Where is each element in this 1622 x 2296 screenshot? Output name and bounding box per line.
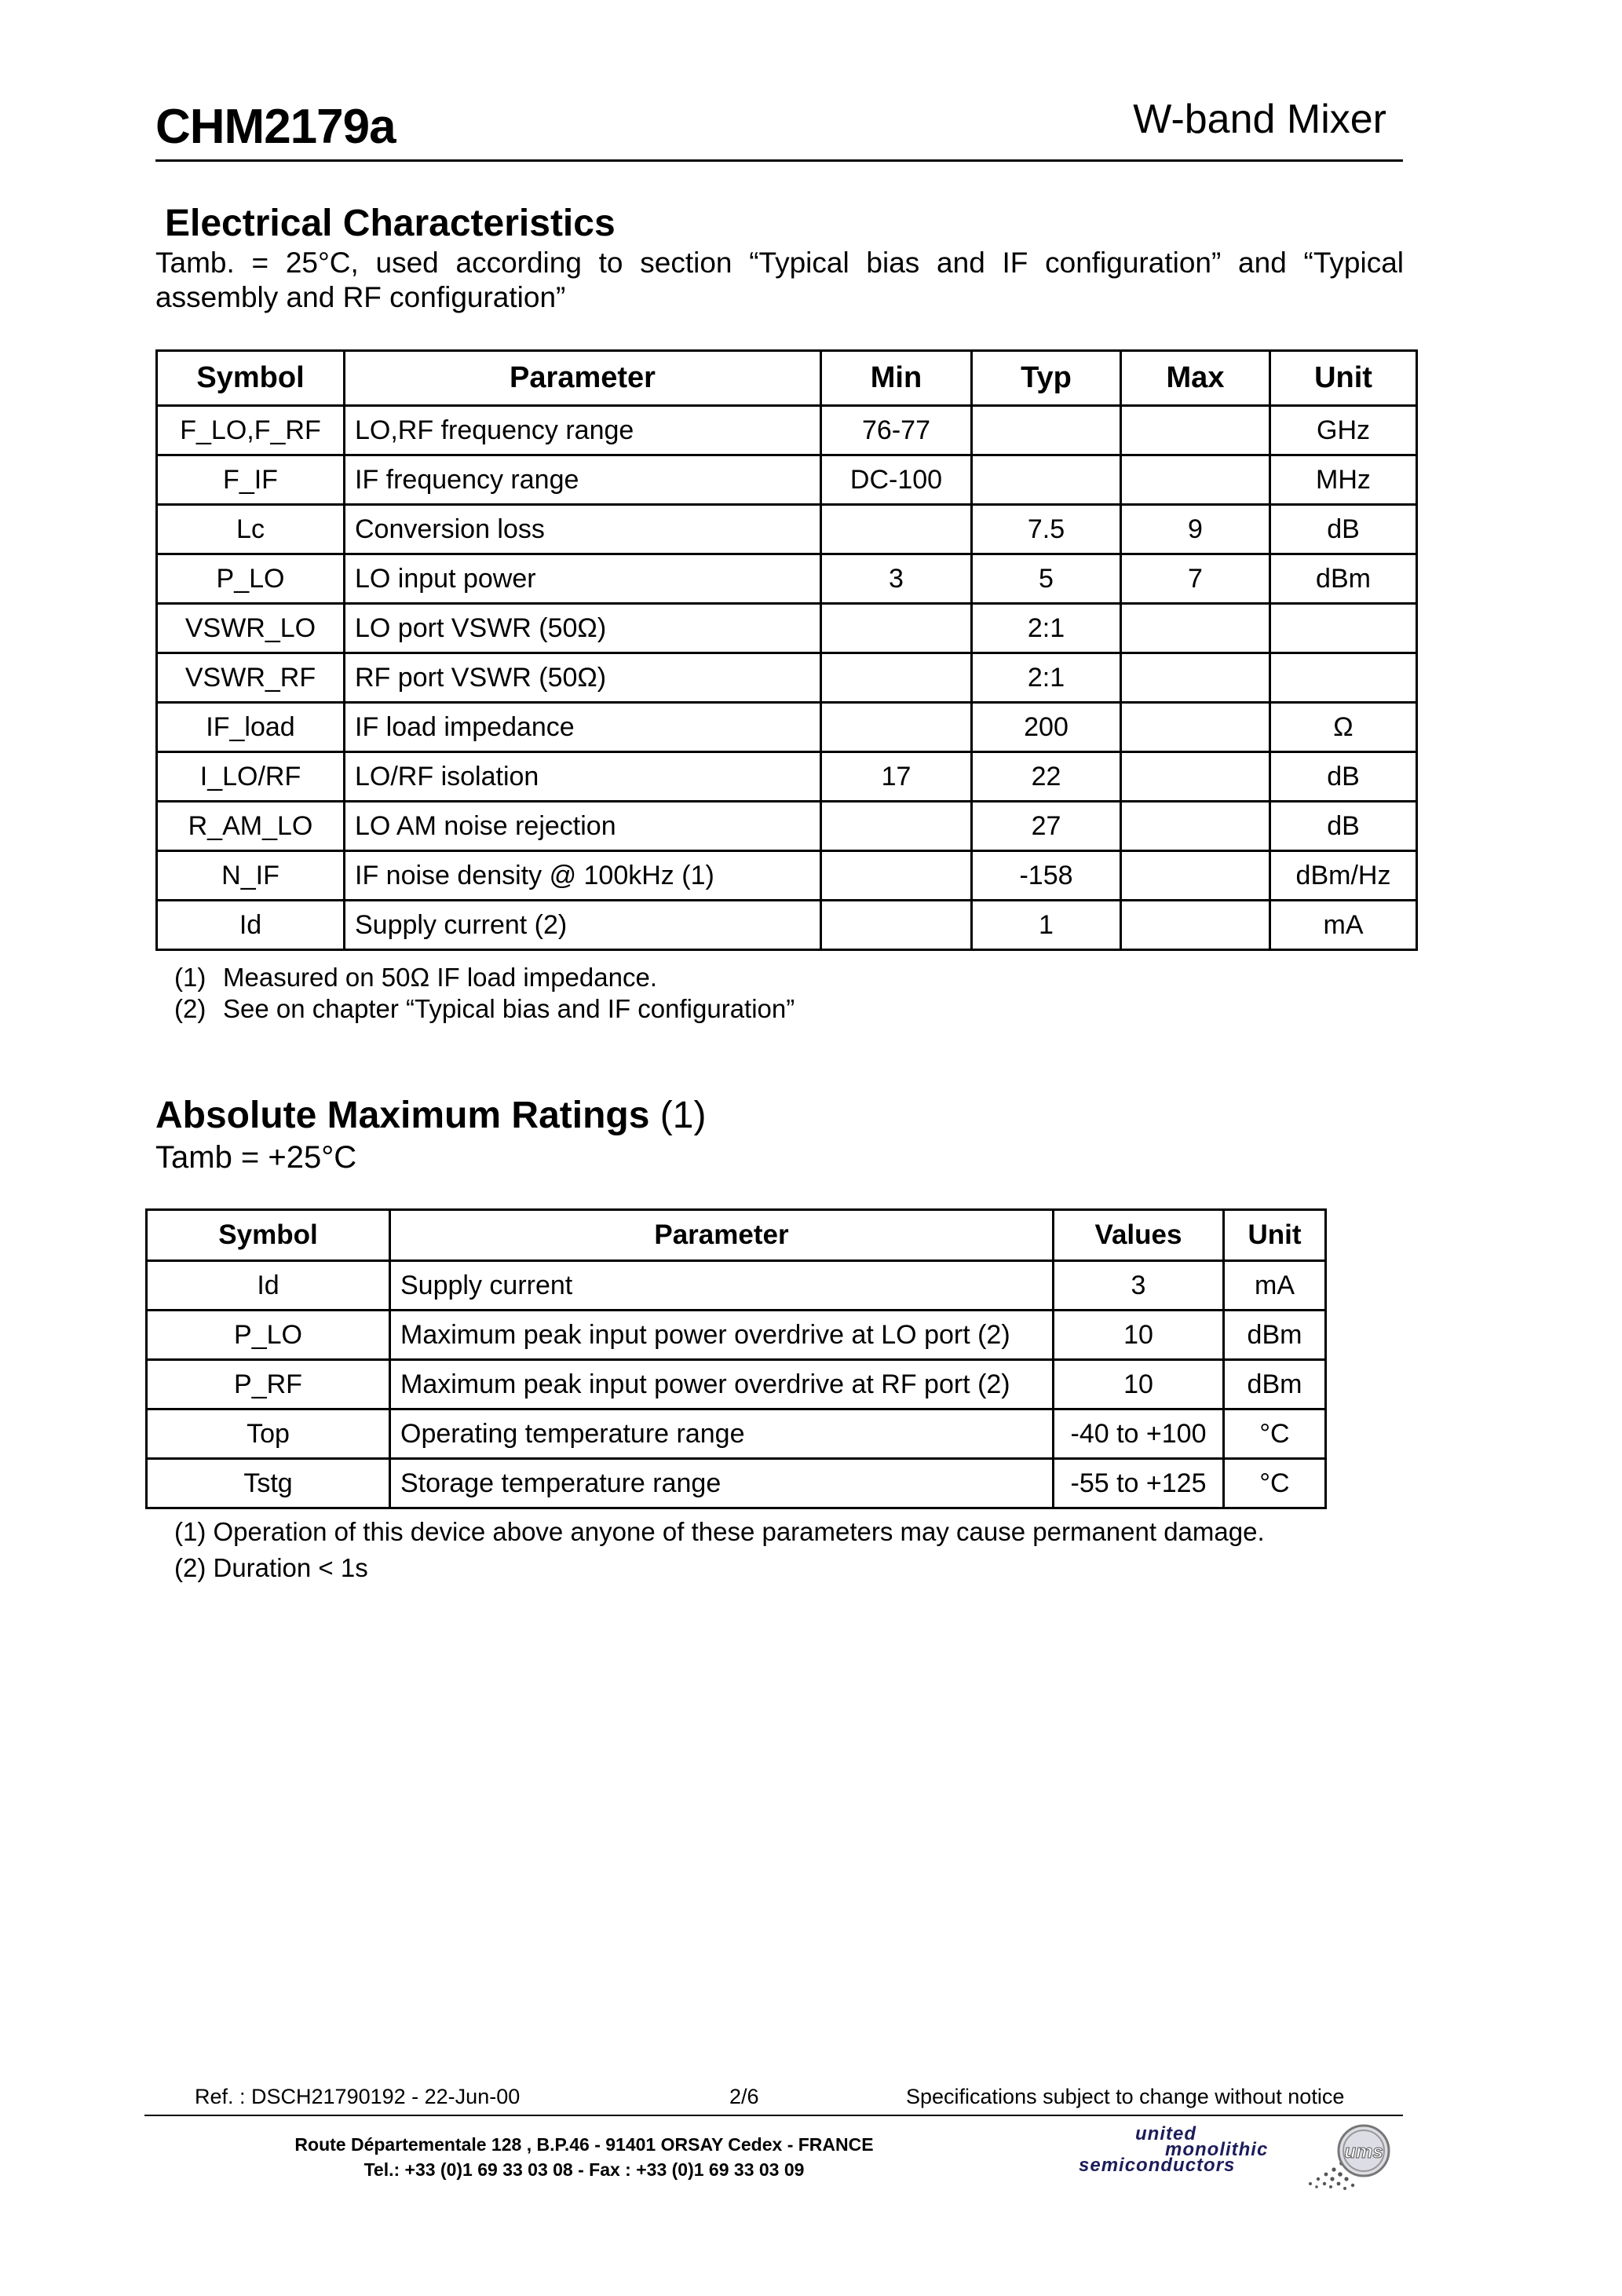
table-cell <box>1121 653 1270 703</box>
table-row <box>157 554 1417 604</box>
table-cell: 3 <box>821 554 972 604</box>
table-cell: 5 <box>972 554 1121 604</box>
table-row <box>147 1261 1326 1311</box>
column-header-min: Min <box>821 351 972 406</box>
table-cell: RF port VSWR (50Ω) <box>345 653 821 703</box>
table-cell <box>1121 703 1270 752</box>
table-cell: 1 <box>972 901 1121 950</box>
table-cell: -40 to +100 <box>1054 1409 1224 1459</box>
note-item: (1) Measured on 50Ω IF load impedance. <box>174 963 657 992</box>
table-cell: 7.5 <box>972 505 1121 554</box>
table-cell: dBm <box>1224 1311 1326 1360</box>
column-header-symbol: Symbol <box>147 1210 390 1261</box>
table-cell: dB <box>1270 752 1417 802</box>
table-row <box>157 455 1417 505</box>
note-item: (2) Duration < 1s <box>174 1553 368 1582</box>
table-cell: R_AM_LO <box>157 802 345 851</box>
table-cell: DC-100 <box>821 455 972 505</box>
table-cell <box>821 505 972 554</box>
table-row <box>157 802 1417 851</box>
table-cell: LO/RF isolation <box>345 752 821 802</box>
table-row <box>147 1459 1326 1508</box>
table-cell <box>1270 653 1417 703</box>
table-cell <box>1270 604 1417 653</box>
electrical-characteristics-intro: Tamb. = 25°C, used according to section “Typical bias and IF configuration” and “Typical assembly and RF configuration” <box>155 247 1404 313</box>
table-cell <box>1121 851 1270 901</box>
table-cell: VSWR_RF <box>157 653 345 703</box>
table-cell: Id <box>147 1261 390 1311</box>
table-cell: dBm <box>1270 554 1417 604</box>
table-cell: Top <box>147 1409 390 1459</box>
table-cell: Tstg <box>147 1459 390 1508</box>
table-cell: °C <box>1224 1459 1326 1508</box>
column-header-typ: Typ <box>972 351 1121 406</box>
table-cell: IF noise density @ 100kHz (1) <box>345 851 821 901</box>
table-row <box>147 1360 1326 1409</box>
table-row <box>157 851 1417 901</box>
table-cell: -55 to +125 <box>1054 1459 1224 1508</box>
column-header-max: Max <box>1121 351 1270 406</box>
table-cell: 3 <box>1054 1261 1224 1311</box>
page-footer <box>144 2082 1403 2180</box>
column-header-values: Values <box>1054 1210 1224 1261</box>
table-cell: Maximum peak input power overdrive at LO port (2) <box>390 1311 1054 1360</box>
footer-divider <box>144 2115 1403 2116</box>
table-cell: VSWR_LO <box>157 604 345 653</box>
table-cell: I_LO/RF <box>157 752 345 802</box>
electrical-characteristics-table <box>155 349 1418 951</box>
table-cell: N_IF <box>157 851 345 901</box>
table-cell: LO AM noise rejection <box>345 802 821 851</box>
absolute-maximum-notes <box>174 1514 1265 1586</box>
table-cell <box>1121 752 1270 802</box>
table-cell: 22 <box>972 752 1121 802</box>
table-cell: 7 <box>1121 554 1270 604</box>
ums-logo: united monolithic semiconductors ums <box>1079 2121 1393 2192</box>
table-cell: Supply current <box>390 1261 1054 1311</box>
table-row <box>157 505 1417 554</box>
table-cell: P_LO <box>147 1311 390 1360</box>
column-header-symbol: Symbol <box>157 351 345 406</box>
absolute-maximum-ratings-table <box>145 1208 1327 1509</box>
table-cell: MHz <box>1270 455 1417 505</box>
table-row <box>157 406 1417 455</box>
table-cell <box>1121 455 1270 505</box>
table-cell: dB <box>1270 505 1417 554</box>
table-cell: Ω <box>1270 703 1417 752</box>
column-header-parameter: Parameter <box>390 1210 1054 1261</box>
table-cell: F_IF <box>157 455 345 505</box>
note-item: (1) Operation of this device above anyone of these parameters may cause permanent damage. <box>174 1517 1265 1546</box>
table-cell: IF frequency range <box>345 455 821 505</box>
table-cell: Conversion loss <box>345 505 821 554</box>
table-cell: dB <box>1270 802 1417 851</box>
table-cell <box>1121 604 1270 653</box>
header-divider <box>155 159 1403 162</box>
table-cell: 76-77 <box>821 406 972 455</box>
absolute-maximum-ratings-condition: Tamb = +25°C <box>155 1140 357 1175</box>
table-cell: 2:1 <box>972 653 1121 703</box>
table-row <box>157 752 1417 802</box>
column-header-unit: Unit <box>1270 351 1417 406</box>
document-reference: Ref. : DSCH21790192 - 22-Jun-00 <box>195 2085 521 2108</box>
table-cell: Supply current (2) <box>345 901 821 950</box>
page-number: 2/6 <box>729 2085 759 2108</box>
table-cell: 10 <box>1054 1360 1224 1409</box>
table-row <box>157 653 1417 703</box>
table-cell <box>1121 901 1270 950</box>
table-cell: P_RF <box>147 1360 390 1409</box>
table-cell: -158 <box>972 851 1121 901</box>
part-number: CHM2179a <box>155 100 396 154</box>
column-header-unit: Unit <box>1224 1210 1326 1261</box>
table-cell: 10 <box>1054 1311 1224 1360</box>
company-address: Route Départementale 128 , B.P.46 - 91401 ORSAY Cedex - FRANCE Tel.: +33 (0)1 69 33 03 08 - Fax : +33 (0)1 69 33 03 09 <box>294 2134 874 2180</box>
electrical-characteristics-heading: Electrical Characteristics <box>165 203 616 244</box>
table-cell: Operating temperature range <box>390 1409 1054 1459</box>
electrical-notes <box>174 962 795 1025</box>
table-cell: 27 <box>972 802 1121 851</box>
table-cell <box>821 802 972 851</box>
table-cell: LO port VSWR (50Ω) <box>345 604 821 653</box>
table-header-row <box>157 351 1417 406</box>
table-cell: mA <box>1270 901 1417 950</box>
table-cell: 9 <box>1121 505 1270 554</box>
table-cell: LO,RF frequency range <box>345 406 821 455</box>
note-item: (2) See on chapter “Typical bias and IF configuration” <box>174 994 795 1023</box>
absolute-maximum-ratings-heading: Absolute Maximum Ratings (1) <box>155 1095 707 1136</box>
change-notice: Specifications subject to change without notice <box>906 2085 1345 2108</box>
table-row <box>147 1409 1326 1459</box>
table-cell: 2:1 <box>972 604 1121 653</box>
table-cell: LO input power <box>345 554 821 604</box>
table-cell: 200 <box>972 703 1121 752</box>
table-cell: Storage temperature range <box>390 1459 1054 1508</box>
table-cell: Id <box>157 901 345 950</box>
table-cell <box>821 851 972 901</box>
table-cell <box>972 455 1121 505</box>
table-cell: F_LO,F_RF <box>157 406 345 455</box>
table-cell: dBm/Hz <box>1270 851 1417 901</box>
table-cell: GHz <box>1270 406 1417 455</box>
table-cell <box>821 653 972 703</box>
table-cell: Maximum peak input power overdrive at RF port (2) <box>390 1360 1054 1409</box>
table-row <box>157 901 1417 950</box>
table-cell: °C <box>1224 1409 1326 1459</box>
table-cell: Lc <box>157 505 345 554</box>
table-cell: mA <box>1224 1261 1326 1311</box>
table-cell: IF load impedance <box>345 703 821 752</box>
document-title: W-band Mixer <box>1133 97 1386 142</box>
table-cell <box>1121 406 1270 455</box>
column-header-parameter: Parameter <box>345 351 821 406</box>
table-row <box>157 703 1417 752</box>
ums-globe-icon <box>1295 2121 1393 2192</box>
table-cell <box>972 406 1121 455</box>
table-cell <box>821 901 972 950</box>
table-cell <box>821 604 972 653</box>
table-cell <box>1121 802 1270 851</box>
table-cell: dBm <box>1224 1360 1326 1409</box>
table-row <box>157 604 1417 653</box>
table-cell: IF_load <box>157 703 345 752</box>
table-row <box>147 1311 1326 1360</box>
table-cell: 17 <box>821 752 972 802</box>
table-cell <box>821 703 972 752</box>
table-cell: P_LO <box>157 554 345 604</box>
table-header-row <box>147 1210 1326 1261</box>
ums-mark: ums <box>1344 2141 1383 2163</box>
